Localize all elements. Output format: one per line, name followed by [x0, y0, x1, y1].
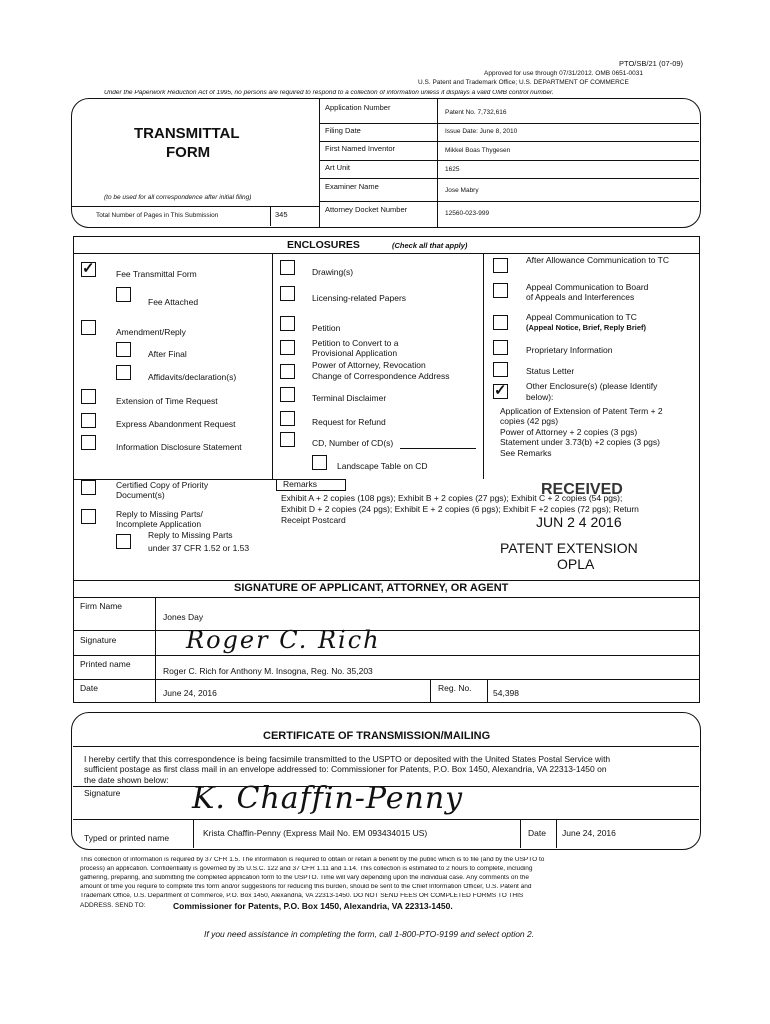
cd-checkbox[interactable]: [280, 432, 295, 447]
refund-checkbox[interactable]: [280, 411, 295, 426]
filing-date-label: Filing Date: [325, 126, 361, 135]
petition-checkbox[interactable]: [280, 316, 295, 331]
express-abandonment-label: Express Abandonment Request: [116, 419, 236, 429]
petition-convert-checkbox[interactable]: [280, 340, 295, 355]
affidavits-label: Affidavits/declaration(s): [148, 372, 237, 382]
certificate-heading: CERTIFICATE OF TRANSMISSION/MAILING: [263, 730, 491, 742]
status-letter-label: Status Letter: [526, 366, 575, 376]
appeal-board-checkbox[interactable]: [493, 283, 508, 298]
signature-heading: SIGNATURE OF APPLICANT, ATTORNEY, OR AGENT: [234, 582, 509, 594]
received-date-stamp: JUN 2 4 2016: [536, 514, 622, 530]
attorney-signature: Roger C. Rich: [186, 626, 381, 654]
remarks-line-1: Exhibit A + 2 copies (108 pgs); Exhibit B + 2 copies (27 pgs); Exhibit C + 2 copies (54 pgs);: [281, 493, 623, 503]
missing-parts-label-2: Incomplete Application: [116, 519, 202, 529]
signature-label: Signature: [80, 635, 117, 645]
certificate-text-1: I hereby certify that this correspondence is being facsimile transmitted to the USPTO or deposited with the United States Postal Service with: [84, 754, 611, 764]
received-stamp: RECEIVED: [541, 481, 623, 498]
inventor-label: First Named Inventor: [325, 144, 396, 153]
footer-line-6-prefix: ADDRESS. SEND TO:: [80, 902, 146, 909]
extension-label: Extension of Time Request: [116, 396, 218, 406]
title-line-1: TRANSMITTAL: [134, 125, 240, 142]
total-pages-label: Total Number of Pages in This Submission: [96, 212, 219, 219]
drawings-checkbox[interactable]: [280, 260, 295, 275]
reply-missing-label-2: under 37 CFR 1.52 or 1.53: [148, 543, 250, 553]
licensing-label: Licensing-related Papers: [312, 293, 407, 303]
petition-label: Petition: [312, 323, 341, 333]
form-id: PTO/SB/21 (07-09): [619, 59, 684, 68]
terminal-disclaimer-checkbox[interactable]: [280, 387, 295, 402]
appeal-tc-label-2: (Appeal Notice, Brief, Reply Brief): [526, 323, 647, 332]
landscape-checkbox[interactable]: [312, 455, 327, 470]
assistance-text: If you need assistance in completing the form, call 1-800-PTO-9199 and select option 2.: [204, 929, 535, 939]
amendment-label: Amendment/Reply: [116, 327, 186, 337]
stamp-patent-extension: PATENT EXTENSION: [500, 540, 638, 556]
petition-convert-label-2: Provisional Application: [312, 348, 398, 358]
other-enclosure-checkbox[interactable]: [493, 384, 508, 399]
footer-line-3: gathering, preparing, and submitting the completed application form to the USPTO. Time will vary depending upon the individual case. Any comments on the: [80, 875, 529, 881]
remarks-line-3: Receipt Postcard: [281, 515, 346, 525]
date-value: June 24, 2016: [163, 688, 217, 698]
terminal-disclaimer-label: Terminal Disclaimer: [312, 393, 387, 403]
examiner-value: Jose Mabry: [445, 187, 479, 194]
other-detail-4: Statement under 3.73(b) +2 copies (3 pgs): [500, 437, 660, 447]
enclosures-heading: ENCLOSURES: [287, 239, 360, 251]
docket-label: Attorney Docket Number: [325, 205, 408, 214]
certified-copy-label-2: Document(s): [116, 490, 165, 500]
appeal-board-label-1: Appeal Communication to Board: [526, 282, 649, 292]
printed-name-label: Printed name: [80, 659, 131, 669]
agency-text: U.S. Patent and Trademark Office; U.S. DEPARTMENT OF COMMERCE: [418, 79, 629, 86]
reg-no-label: Reg. No.: [438, 683, 472, 693]
drawings-label: Drawing(s): [312, 267, 354, 277]
footer-line-4: amount of time you require to complete this form and/or suggestions for reducing this burden, should be sent to the Chief Information Officer, U.S. Patent and: [80, 884, 532, 890]
after-final-label: After Final: [148, 349, 187, 359]
certificate-text-2: sufficient postage as first class mail in an envelope addressed to: Commissioner for Patents, P.O. Box 1450, Alexandria, VA 22313-1450 on: [84, 764, 607, 774]
check-mark-icon: ✓: [82, 260, 95, 277]
inventor-value: Mikkel Boas Thygesen: [445, 147, 511, 154]
title-note: (to be used for all correspondence after initial filing): [104, 194, 252, 201]
after-allowance-label: After Allowance Communication to TC: [526, 255, 669, 265]
power-attorney-checkbox[interactable]: [280, 364, 295, 379]
fee-attached-checkbox[interactable]: [116, 287, 131, 302]
paperwork-notice: Under the Paperwork Reduction Act of 1995, no persons are required to respond to a collection of information unless it displays a valid OMB control number.: [104, 90, 554, 96]
appeal-board-label-2: of Appeals and Interferences: [526, 292, 635, 302]
certificate-date-label: Date: [528, 828, 546, 838]
firm-name-label: Firm Name: [80, 601, 123, 611]
other-detail-3: Power of Attorney + 2 copies (3 pgs): [500, 427, 638, 437]
app-number-value: Patent No. 7,732,616: [445, 109, 507, 116]
certificate-signature: K. Chaffin-Penny: [192, 781, 464, 816]
footer-line-2: process) an application. Confidentiality is governed by 35 U.S.C. 122 and 37 CFR 1.11 and 1.14. This collection is estimated to 2 hours to complete, including: [80, 866, 533, 872]
filing-date-value: Issue Date: June 8, 2010: [445, 128, 518, 135]
power-attorney-label-2: Change of Correspondence Address: [312, 371, 450, 381]
proprietary-label: Proprietary Information: [526, 345, 613, 355]
appeal-tc-label-1: Appeal Communication to TC: [526, 312, 637, 322]
art-unit-label: Art Unit: [325, 163, 351, 172]
fee-transmittal-label: Fee Transmittal Form: [116, 269, 197, 279]
landscape-label: Landscape Table on CD: [337, 461, 428, 471]
remarks-label: Remarks: [283, 479, 318, 489]
reg-no-value: 54,398: [493, 688, 519, 698]
after-final-checkbox[interactable]: [116, 342, 131, 357]
certificate-date-value: June 24, 2016: [562, 828, 616, 838]
certificate-signature-label: Signature: [84, 788, 121, 798]
other-enclosure-label-2: below):: [526, 392, 554, 402]
affidavits-checkbox[interactable]: [116, 365, 131, 380]
refund-label: Request for Refund: [312, 417, 386, 427]
enclosures-subheading: (Check all that apply): [392, 241, 468, 250]
fee-transmittal-checkbox[interactable]: [81, 262, 96, 277]
typed-name-label: Typed or printed name: [84, 833, 170, 843]
cd-label: CD, Number of CD(s): [312, 438, 394, 448]
status-letter-checkbox[interactable]: [493, 362, 508, 377]
certified-copy-label-1: Certified Copy of Priority: [116, 480, 209, 490]
reply-missing-checkbox[interactable]: [116, 534, 131, 549]
stamp-opla: OPLA: [557, 556, 595, 572]
amendment-checkbox[interactable]: [81, 320, 96, 335]
footer-line-1: This collection of information is required by 37 CFR 1.5. The information is required to obtain or retain a benefit by the public which is to file (and by the USPTO to: [80, 857, 545, 863]
after-allowance-checkbox[interactable]: [493, 258, 508, 273]
missing-parts-label-1: Reply to Missing Parts/: [116, 509, 203, 519]
firm-name-value: Jones Day: [163, 612, 204, 622]
examiner-label: Examiner Name: [325, 182, 379, 191]
app-number-label: Application Number: [325, 103, 391, 112]
appeal-tc-checkbox[interactable]: [493, 315, 508, 330]
reply-missing-label-1: Reply to Missing Parts: [148, 530, 233, 540]
licensing-checkbox[interactable]: [280, 286, 295, 301]
docket-value: 12560-023-999: [445, 210, 490, 217]
ids-checkbox[interactable]: [81, 435, 96, 450]
missing-parts-checkbox[interactable]: [81, 509, 96, 524]
extension-checkbox[interactable]: [81, 389, 96, 404]
other-detail-5: See Remarks: [500, 448, 552, 458]
check-mark-icon: ✓: [494, 382, 507, 399]
power-attorney-label-1: Power of Attorney, Revocation: [312, 360, 426, 370]
date-label: Date: [80, 683, 98, 693]
footer-line-6-address: Commissioner for Patents, P.O. Box 1450, Alexandria, VA 22313-1450.: [173, 901, 453, 911]
typed-name-value: Krista Chaffin-Penny (Express Mail No. EM 093434015 US): [203, 828, 428, 838]
total-pages-value: 345: [275, 210, 288, 219]
art-unit-value: 1625: [445, 166, 460, 173]
certified-copy-checkbox[interactable]: [81, 480, 96, 495]
title-line-2: FORM: [166, 144, 211, 161]
remarks-line-2: Exhibit D + 2 copies (24 pgs); Exhibit E + 2 copies (6 pgs); Exhibit F +2 copies (72 pgs); Return: [281, 504, 639, 514]
other-detail-1: Application of Extension of Patent Term + 2: [500, 406, 663, 416]
fee-attached-label: Fee Attached: [148, 297, 199, 307]
printed-name-value: Roger C. Rich for Anthony M. Insogna, Reg. No. 35,203: [163, 666, 373, 676]
ids-label: Information Disclosure Statement: [116, 442, 242, 452]
certificate-text-3: the date shown below:: [84, 775, 169, 785]
proprietary-checkbox[interactable]: [493, 340, 508, 355]
footer-line-5: Trademark Office, U.S. Department of Commerce, P.O. Box 1450, Alexandria, VA 22313-1450. DO NOT SEND FEES OR COMPLETED FORMS TO THIS: [80, 893, 524, 899]
other-enclosure-label-1: Other Enclosure(s) (please Identify: [526, 381, 658, 391]
other-detail-2: copies (42 pgs): [500, 416, 559, 426]
express-abandonment-checkbox[interactable]: [81, 413, 96, 428]
approval-text: Approved for use through 07/31/2012. OMB 0651-0031: [484, 70, 643, 77]
petition-convert-label-1: Petition to Convert to a: [312, 338, 399, 348]
